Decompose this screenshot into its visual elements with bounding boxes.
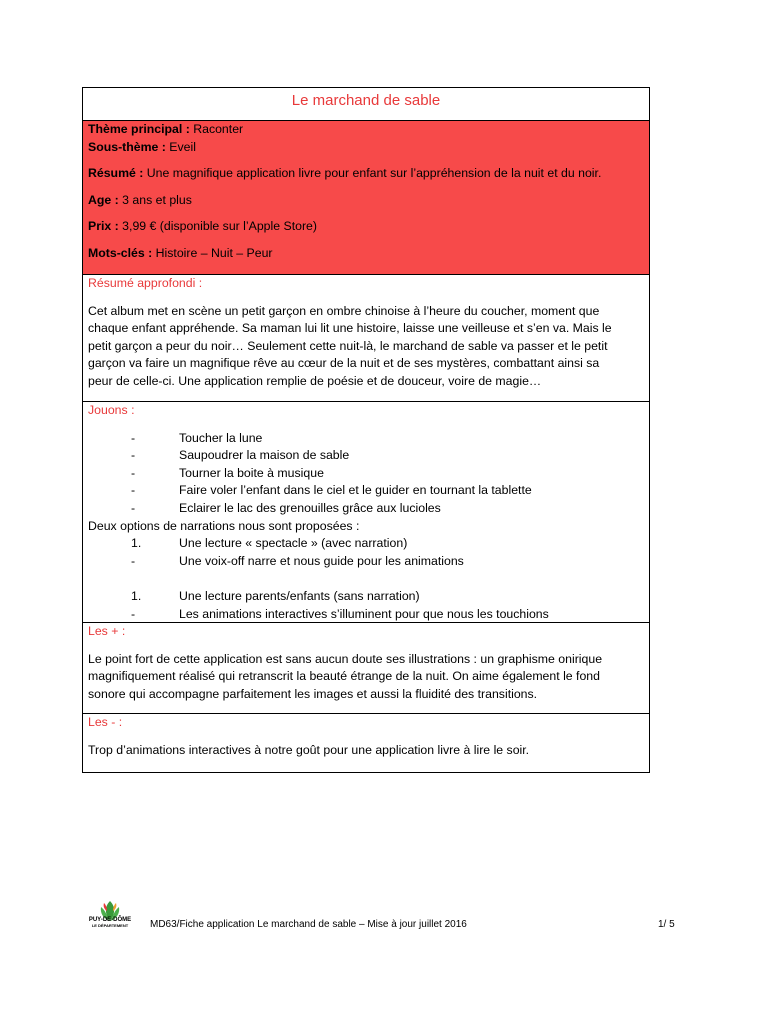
keywords-value: Histoire – Nuit – Peur bbox=[152, 245, 273, 260]
subtheme-row bbox=[88, 139, 644, 157]
age-row bbox=[88, 192, 644, 210]
title-section bbox=[83, 88, 649, 120]
keywords-label: Mots-clés : bbox=[88, 245, 153, 260]
cons-body bbox=[88, 742, 644, 760]
detailed-heading: Résumé approfondi : bbox=[88, 276, 203, 290]
list-item-text: Une voix-off narre et nous guide pour les animations bbox=[179, 553, 464, 568]
list-item-text: Faire voler l’enfant dans le ciel et le guider en tournant la tablette bbox=[179, 483, 532, 498]
logo-line: PUY-DE-DÔME bbox=[88, 917, 132, 923]
list-item-text: Toucher la lune bbox=[179, 430, 263, 445]
age-label: Age : bbox=[88, 192, 119, 207]
subtheme-value: Eveil bbox=[165, 139, 196, 154]
price-label: Prix : bbox=[88, 219, 119, 234]
resume-value: Une magnifique application livre pour enfant sur l’appréhension de la nuit et du noir. bbox=[143, 166, 602, 181]
app-sheet bbox=[82, 87, 650, 773]
cons-line: Trop d’animations interactives à notre goût pour une application livre à lire le soir. bbox=[88, 742, 530, 757]
list-marker: - bbox=[131, 500, 136, 515]
theme-label: Thème principal : bbox=[88, 122, 190, 136]
list-item bbox=[88, 588, 644, 606]
cons-heading: Les - : bbox=[88, 715, 123, 729]
list-marker: - bbox=[131, 448, 136, 463]
option-b-list bbox=[88, 588, 644, 623]
price-value: 3,99 € (disponible sur l’Apple Store) bbox=[118, 219, 317, 234]
list-marker: - bbox=[131, 483, 136, 498]
list-marker: 1. bbox=[131, 536, 142, 551]
list-item-text: Eclairer le lac des grenouilles grâce aux lucioles bbox=[179, 500, 441, 515]
option-a-list bbox=[88, 535, 644, 570]
list-item bbox=[88, 606, 644, 624]
list-item-text: Tourner la boite à musique bbox=[179, 465, 324, 480]
keywords-row bbox=[88, 245, 644, 263]
pros-line: sonore qui accompagne parfaitement les images et aussi la fluidité des transitions. bbox=[88, 686, 538, 701]
list-marker: 1. bbox=[131, 588, 142, 603]
list-item-text: Une lecture parents/enfants (sans narration) bbox=[179, 588, 420, 603]
list-item bbox=[88, 482, 644, 500]
logo-wordmark bbox=[88, 917, 132, 929]
list-item bbox=[88, 535, 644, 553]
play-heading: Jouons : bbox=[88, 403, 135, 417]
resume-row bbox=[88, 165, 644, 183]
theme-value: Raconter bbox=[189, 122, 244, 136]
pros-line: magnifiquement réalisé qui retranscrit la beauté étrange de la nuit. On aime également le fond bbox=[88, 669, 600, 684]
play-section bbox=[83, 401, 649, 622]
list-marker: - bbox=[131, 430, 136, 445]
detailed-line: Cet album met en scène un petit garçon en ombre chinoise à l’heure du coucher, moment que bbox=[88, 303, 600, 318]
detailed-line: garçon va faire un magnifique rêve au cœur de la nuit et de ses mystères, combattant ainsi sa bbox=[88, 356, 600, 371]
options-intro: Deux options de narrations nous sont proposées : bbox=[88, 518, 360, 533]
detailed-body bbox=[88, 303, 644, 391]
list-marker: - bbox=[131, 606, 136, 621]
department-logo bbox=[88, 899, 132, 939]
spacer bbox=[88, 570, 644, 588]
activity-list bbox=[88, 430, 644, 518]
subtheme-label: Sous-thème : bbox=[88, 139, 166, 154]
list-marker: - bbox=[131, 465, 136, 480]
list-item-text: Saupoudrer la maison de sable bbox=[179, 448, 350, 463]
pros-line: Le point fort de cette application est sans aucun doute ses illustrations : un graphisme onirique bbox=[88, 651, 603, 666]
price-row bbox=[88, 218, 644, 236]
list-item bbox=[88, 553, 644, 571]
cons-section bbox=[83, 713, 649, 772]
logo-line: LE DÉPARTEMENT bbox=[91, 923, 129, 928]
detailed-line: petit garçon a peur du noir… Seulement cette nuit-là, le marchand de sable va passer et le petit bbox=[88, 338, 608, 353]
page-footer bbox=[88, 915, 680, 945]
theme-row bbox=[88, 121, 644, 139]
page-title: Le marchand de sable bbox=[291, 92, 441, 109]
pros-body bbox=[88, 651, 644, 704]
pros-heading: Les + : bbox=[88, 624, 126, 638]
list-item bbox=[88, 465, 644, 483]
list-item bbox=[88, 447, 644, 465]
pros-section bbox=[83, 622, 649, 713]
list-item bbox=[88, 500, 644, 518]
detailed-line: peur de celle-ci. Une application remplie de poésie et de douceur, voire de magie… bbox=[88, 373, 542, 388]
detailed-summary-section bbox=[83, 274, 649, 401]
list-item bbox=[88, 430, 644, 448]
list-marker: - bbox=[131, 553, 136, 568]
summary-section bbox=[83, 120, 649, 274]
page-number: 1/ 5 bbox=[658, 919, 675, 930]
list-item-text: Les animations interactives s’illuminent pour que nous les touchions bbox=[179, 606, 549, 621]
footer-text: MD63/Fiche application Le marchand de sable – Mise à jour juillet 2016 bbox=[150, 919, 467, 930]
age-value: 3 ans et plus bbox=[118, 192, 192, 207]
list-item-text: Une lecture « spectacle » (avec narration) bbox=[179, 536, 408, 551]
resume-label: Résumé : bbox=[88, 166, 144, 181]
detailed-line: chaque enfant appréhende. Sa maman lui lit une histoire, laisse une veilleuse et s’en va. Mais le bbox=[88, 321, 612, 336]
